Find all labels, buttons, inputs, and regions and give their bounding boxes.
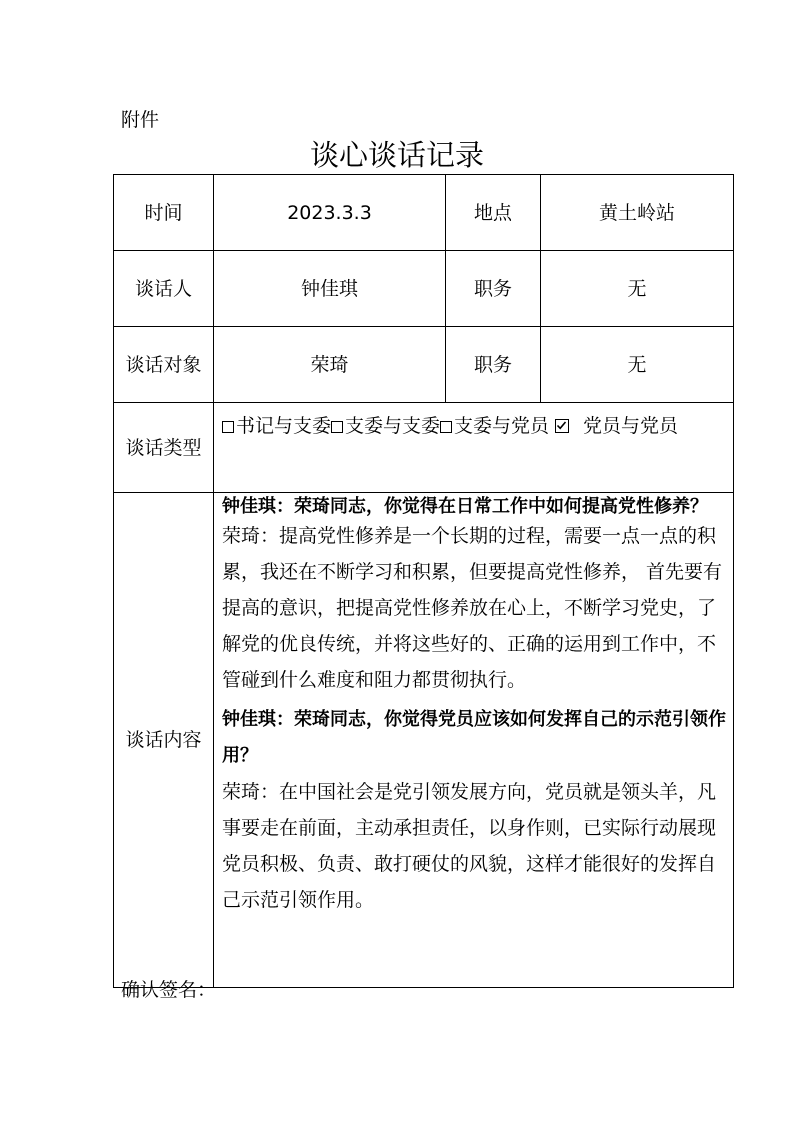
- target-post-value: 无: [541, 327, 734, 403]
- type-option-4: 党员与党员: [583, 415, 679, 437]
- time-value: 2023.3.3: [214, 175, 446, 251]
- answer-2: 荣琦：在中国社会是党引领发展方向，党员就是领头羊，凡事要走在前面，主动承担责任，以身作则，已实际行动展现党员积极、负责、敢打硬仗的风貌，这样才能很好的发挥自己示范引领作用。: [222, 781, 717, 911]
- type-row: [114, 403, 734, 493]
- record-table: [113, 174, 734, 988]
- attachment-label: 附件: [121, 109, 160, 131]
- time-row: [114, 175, 734, 251]
- content-label: 谈话内容: [114, 493, 214, 988]
- type-option-3: 支委与党员: [454, 415, 550, 437]
- checkbox-unchecked-icon[interactable]: [440, 421, 452, 433]
- type-label: 谈话类型: [114, 403, 214, 493]
- content-body: [214, 493, 734, 988]
- checkbox-unchecked-icon[interactable]: [222, 421, 234, 433]
- question-2: 钟佳琪：荣琦同志，你觉得党员应该如何发挥自己的示范引领作用？: [222, 709, 726, 766]
- talker-post-value: 无: [541, 251, 734, 327]
- target-label: 谈话对象: [114, 327, 214, 403]
- talker-label: 谈话人: [114, 251, 214, 327]
- checkbox-unchecked-icon[interactable]: [331, 421, 343, 433]
- talker-value: 钟佳琪: [214, 251, 446, 327]
- place-label: 地点: [446, 175, 541, 251]
- checkbox-checked-icon[interactable]: [555, 419, 569, 433]
- answer-1: 荣琦：提高党性修养是一个长期的过程，需要一点一点的积累，我还在不断学习和积累，但要提高党性修养， 首先要有提高的意识，把提高党性修养放在心上，不断学习党史，了解党的优良传统，并将这些好的、正确的运用到工作中，不管碰到什么难度和阻力都贯彻执行。: [222, 525, 723, 691]
- target-value: 荣琦: [214, 327, 446, 403]
- talker-post-label: 职务: [446, 251, 541, 327]
- time-label: 时间: [114, 175, 214, 251]
- type-option-1: 书记与支委: [236, 415, 332, 437]
- type-options: [214, 403, 734, 493]
- talker-row: [114, 251, 734, 327]
- place-value: 黄土岭站: [541, 175, 734, 251]
- target-row: [114, 327, 734, 403]
- content-row: [114, 493, 734, 988]
- type-option-2: 支委与支委: [345, 415, 441, 437]
- signature-label: 确认签名：: [121, 979, 217, 1001]
- target-post-label: 职务: [446, 327, 541, 403]
- question-1: 钟佳琪：荣琦同志，你觉得在日常工作中如何提高党性修养？: [222, 496, 708, 517]
- document-title: 谈心谈话记录: [309, 138, 484, 172]
